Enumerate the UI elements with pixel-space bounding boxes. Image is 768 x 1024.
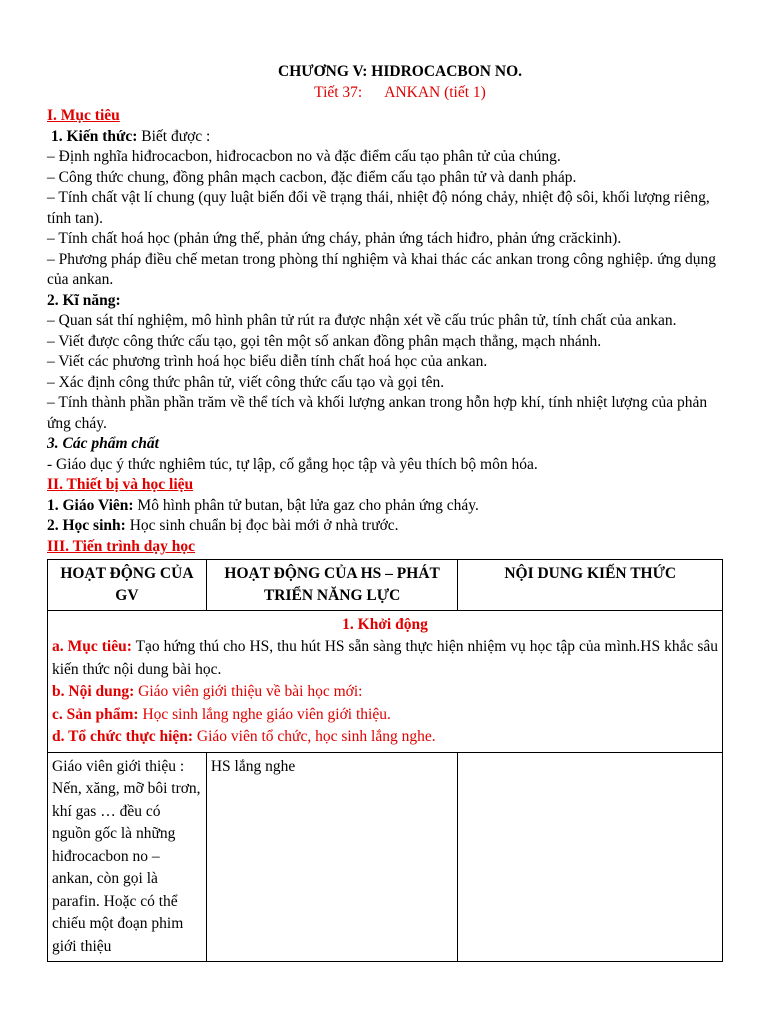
skills-item: – Tính thành phần phần trăm về thể tích và khối lượng ankan trong hỗn hợp khí, tính nhiệt lượng của phản ứng cháy. (47, 394, 708, 432)
skills-item: – Quan sát thí nghiệm, mô hình phân tử rút ra được nhận xét về cấu trúc phân tử, tính chất của ankan. (47, 312, 677, 329)
lesson-topic: ANKAN (tiết 1) (384, 84, 486, 101)
section-equipment-heading: II. Thiết bị và học liệu (47, 476, 194, 493)
header-student-activity: HOẠT ĐỘNG CỦA HS – PHÁT TRIỂN NĂNG LỰC (206, 560, 458, 611)
teacher-activity-cell (48, 752, 207, 962)
startup-content (52, 681, 718, 704)
startup-product (52, 704, 718, 727)
header-teacher-activity: HOẠT ĐỘNG CỦA GV (48, 560, 207, 611)
lesson-number: Tiết 37: (314, 84, 363, 101)
table-row (48, 752, 723, 962)
knowledge-item: – Tính chất hoá học (phản ứng thế, phản ứng cháy, phản ứng tách hiđro, phản ứng crăckinh). (47, 230, 622, 247)
table-header-row (48, 560, 723, 611)
startup-organization (52, 726, 718, 749)
knowledge-intro: Biết được : (137, 127, 211, 145)
chapter-title: CHƯƠNG V: HIDROCACBON NO. (278, 63, 522, 80)
knowledge-item: – Tính chất vật lí chung (quy luật biến đổi về trạng thái, nhiệt độ nóng chảy, nhiệt độ sôi, khối lượng riêng, tính tan). (47, 189, 710, 227)
student-equipment (47, 516, 723, 537)
knowledge-heading (47, 127, 723, 148)
section-process-heading: III. Tiến trình dạy học (47, 537, 196, 555)
section-objectives-heading: I. Mục tiêu (47, 107, 120, 124)
qualities-heading: 3. Các phẩm chất (47, 435, 159, 452)
skills-item: – Xác định công thức phân tử, viết công thức cấu tạo và gọi tên. (47, 373, 445, 391)
startup-row (48, 611, 723, 753)
content-label: b. Nội dung: (52, 683, 135, 700)
knowledge-label: 1. Kiến thức: (51, 127, 138, 145)
student-label: 2. Học sinh: (47, 517, 126, 534)
student-activity-cell (206, 752, 458, 962)
lesson-subtitle (77, 83, 723, 103)
student-activity-text: HS lắng nghe (210, 757, 296, 775)
knowledge-item: – Công thức chung, đồng phân mạch cacbon, đặc điểm cấu tạo phân tử và danh pháp. (47, 168, 577, 186)
teacher-activity-text: Giáo viên giới thiệu : Nến, xăng, mỡ bôi trơn, khí gas … đều có nguồn gốc là những hiđrocacbon no – ankan, còn gọi là parafin. Hoặc có thể chiếu một đoạn phim giới thiệu (52, 757, 201, 955)
product-text: Học sinh lắng nghe giáo viên giới thiệu. (138, 705, 391, 723)
goal-text: Tạo hứng thú cho HS, thu hút HS sẵn sàng thực hiện nhiệm vụ học tập của mình.HS khắc sâu kiến thức nội dung bài học. (52, 638, 718, 678)
org-text: Giáo viên tổ chức, học sinh lắng nghe. (193, 728, 436, 745)
teacher-label: 1. Giáo Viên: (47, 496, 134, 514)
content-text: Giáo viên giới thiệu về bài học mới: (134, 683, 363, 700)
startup-heading: 1. Khởi động (342, 616, 428, 633)
knowledge-item: – Định nghĩa hiđrocacbon, hiđrocacbon no và đặc điểm cấu tạo phân tử của chúng. (47, 148, 561, 165)
document-page (47, 62, 723, 962)
startup-goal (52, 636, 718, 681)
teacher-equipment (47, 496, 723, 517)
header-knowledge-content: NỘI DUNG KIẾN THỨC (458, 560, 723, 611)
org-label: d. Tổ chức thực hiện: (52, 728, 194, 745)
skills-item: – Viết các phương trình hoá học biểu diễn tính chất hoá học của ankan. (47, 353, 488, 370)
lesson-table (47, 559, 723, 962)
product-label: c. Sản phẩm: (52, 705, 139, 723)
student-text: Học sinh chuẩn bị đọc bài mới ở nhà trước. (125, 517, 399, 534)
startup-cell (48, 611, 723, 753)
teacher-text: Mô hình phân tử butan, bật lửa gaz cho phản ứng cháy. (133, 496, 479, 514)
knowledge-content-cell (458, 752, 723, 962)
skills-item: – Viết được công thức cấu tạo, gọi tên một số ankan đồng phân mạch thẳng, mạch nhánh. (47, 332, 602, 350)
qualities-text: - Giáo dục ý thức nghiêm túc, tự lập, cố gắng học tập và yêu thích bộ môn hóa. (47, 455, 538, 473)
goal-label: a. Mục tiêu: (52, 638, 132, 655)
knowledge-item: – Phương pháp điều chế metan trong phòng thí nghiệm và khai thác các ankan trong công nghiệp. ứng dụng của ankan. (47, 250, 716, 288)
skills-heading: 2. Kĩ năng: (47, 291, 121, 309)
